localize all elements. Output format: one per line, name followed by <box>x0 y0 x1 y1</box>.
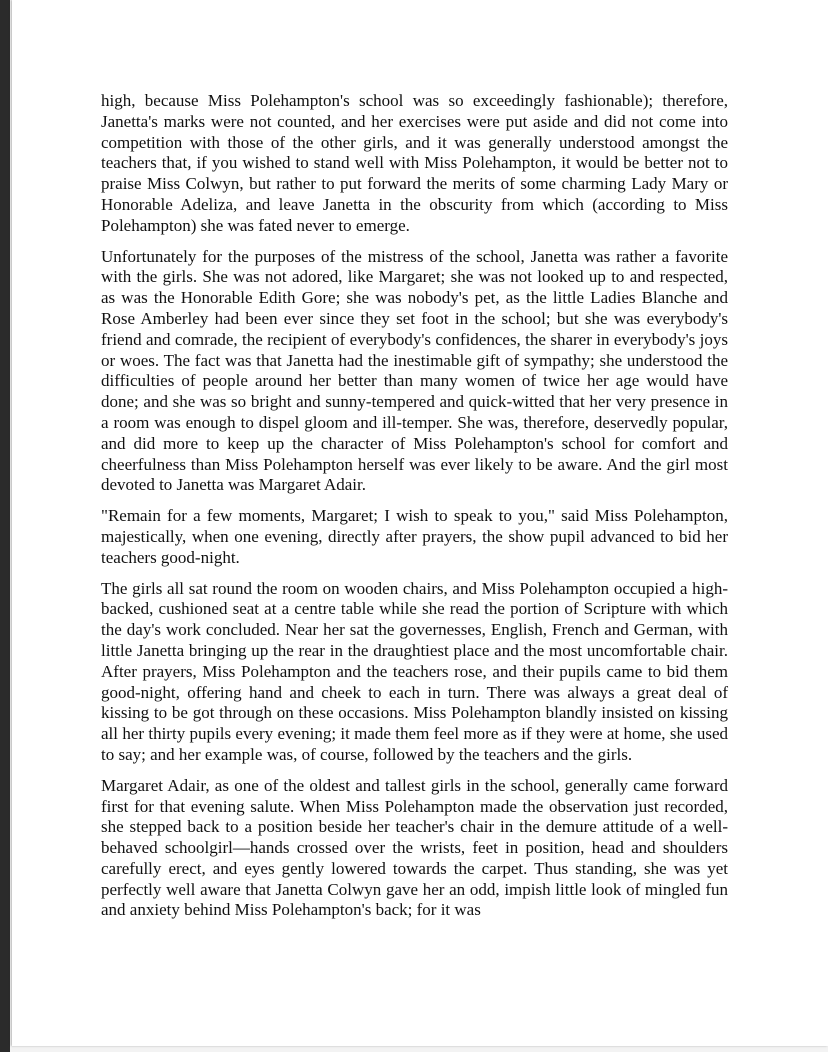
document-page <box>12 0 828 1046</box>
paragraph-1: high, because Miss Polehampton's school was so exceedingly fashionable); therefore, Janetta's marks were not counted, and her exercises were put aside and did not come into competition with those of the other girls, and it was generally understood amongst the teachers that, if you wished to stand well with Miss Polehampton, it would be better not to praise Miss Colwyn, but rather to put forward the merits of some charming Lady Mary or Honorable Adeliza, and leave Janetta in the obscurity from which (according to Miss Polehampton) she was fated never to emerge. <box>101 91 728 235</box>
paragraph-2: Unfortunately for the purposes of the mistress of the school, Janetta was rather a favorite with the girls. She was not adored, like Margaret; she was not looked up to and respected, as was the Honorable Edith Gore; she was nobody's pet, as the little Ladies Blanche and Rose Amberley had been ever since they set foot in the school; but she was everybody's friend and comrade, the recipient of everybody's confidences, the sharer in everybody's joys or woes. The fact was that Janetta had the inestimable gift of sympathy; she understood the difficulties of people around her better than many women of twice her age would have done; and she was so bright and sunny-tempered and quick-witted that her very presence in a room was enough to dispel gloom and ill-temper. She was, therefore, deservedly popular, and did more to keep up the character of Miss Polehampton's school for comfort and cheerfulness than Miss Polehampton herself was ever likely to be aware. And the girl most devoted to Janetta was Margaret Adair. <box>101 246 728 495</box>
document-body <box>101 91 728 931</box>
paragraph-4: The girls all sat round the room on wooden chairs, and Miss Polehampton occupied a high-backed, cushioned seat at a centre table while she read the portion of Scripture with which the day's work concluded. Near her sat the governesses, English, French and German, with little Janetta bringing up the rear in the draughtiest place and the most uncomfortable chair. After prayers, Miss Polehampton and the teachers rose, and their pupils came to bid them good-night, offering hand and cheek to each in turn. There was always a great deal of kissing to be got through on these occasions. Miss Polehampton blandly insisted on kissing all her thirty pupils every evening; it made them feel more as if they were at home, she used to say; and her example was, of course, followed by the teachers and the girls. <box>101 578 728 764</box>
paragraph-3: "Remain for a few moments, Margaret; I wish to speak to you," said Miss Polehampton, majestically, when one evening, directly after prayers, the show pupil advanced to bid her teachers good-night. <box>101 506 728 567</box>
reader-left-edge <box>0 0 10 1052</box>
paragraph-5: Margaret Adair, as one of the oldest and tallest girls in the school, generally came forward first for that evening salute. When Miss Polehampton made the observation just recorded, she stepped back to a position beside her teacher's chair in the demure attitude of a well-behaved schoolgirl—hands crossed over the wrists, feet in position, head and shoulders carefully erect, and eyes gently lowered towards the carpet. Thus standing, she was yet perfectly well aware that Janetta Colwyn gave her an odd, impish little look of mingled fun and anxiety behind Miss Polehampton's back; for it was <box>101 775 728 920</box>
